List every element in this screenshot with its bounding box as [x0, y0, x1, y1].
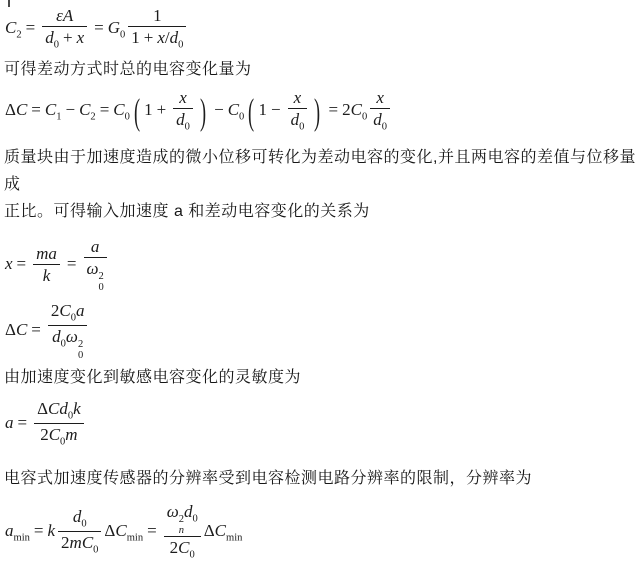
formula-delta-c: $\Delta C = C_1 - C_2 = C_0$ ( 1 + $\frac{x}{d_0}$ ) − $C_0$ ( 1 − $\frac{x}{d_0}$ ) = $2C_0$ $\frac{x}{d_0}$: [5, 88, 393, 134]
text-delta-c-intro: [4, 56, 252, 83]
formula-sensitivity: a = $\frac{\Delta Cd_0k}{2C_0m}$: [5, 399, 87, 449]
text-line: 由加速度变化到敏感电容变化的灵敏度为: [4, 369, 302, 386]
text-sensitivity-intro: [4, 364, 301, 391]
paragraph-mass-displacement: [4, 144, 638, 225]
formula-resolution: $a_{min} = k$ $\frac{d_0}{2mC_0}$ $\Delta C_{min}$ = ω 2 n $d_0$ $2C_0$ $\Delta C_{min}$: [5, 502, 243, 561]
paragraph-line-1: 质量块由于加速度造成的微小位移可转化为差动电容的变化,并且两电容的差值与位移量成: [4, 149, 636, 193]
formula-c2: $C_2$ = $\frac{\varepsilon A}{d_0 + x}$ = $G_0$ $\frac{1}{1 + x/d_0}$: [5, 6, 189, 52]
paragraph-line-2: 正比。可得输入加速度 a 和差动电容变化的关系为: [4, 203, 370, 220]
text-line: 可得差动方式时总的电容变化量为: [4, 61, 252, 78]
text-line: 电容式加速度传感器的分辨率受到电容检测电路分辨率的限制，分辨率为: [4, 470, 533, 487]
formula-delta-c-a: ΔC = $2C_0a$ $d_0\omega$ 2 0: [5, 301, 90, 361]
text-resolution-intro: [4, 465, 532, 492]
formula-displacement: x = $\frac{ma}{k}$ = a ω 2 0: [5, 237, 110, 293]
